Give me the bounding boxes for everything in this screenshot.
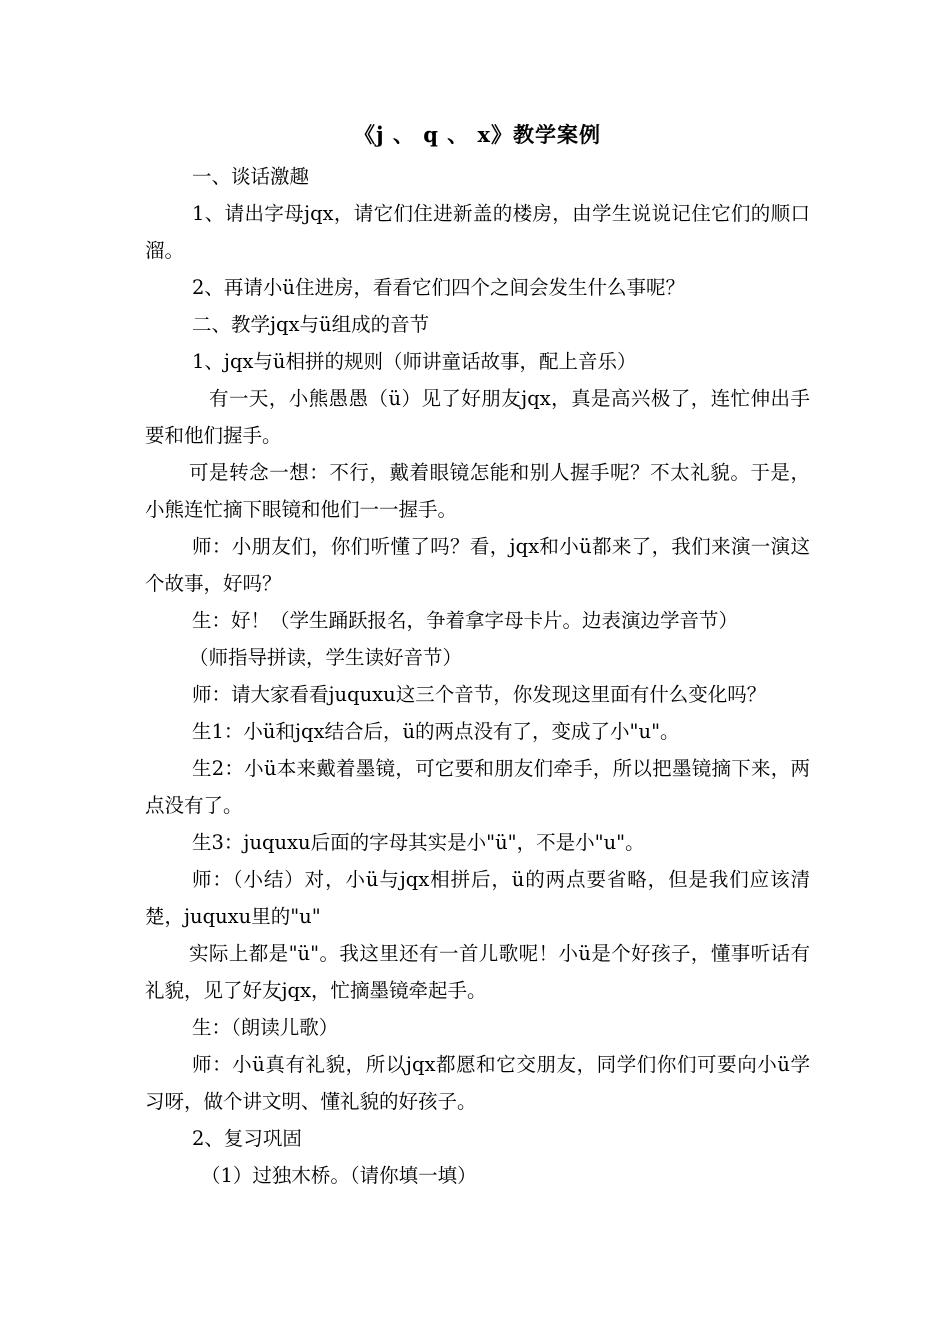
paragraph: 师：小ü真有礼貌，所以jqx都愿和它交朋友，同学们你们可要向小ü学习呀，做个讲文明、懂礼貌的好孩子。 (145, 1053, 810, 1113)
section-heading: 一、谈话激趣 (192, 165, 310, 188)
document-title: 《j 、 q 、 x》教学案例 (353, 122, 602, 147)
paragraph: 生3：juquxu后面的字母其实是小"ü"，不是小"u"。 (192, 831, 645, 854)
paragraph: 生1：小ü和jqx结合后，ü的两点没有了，变成了小"u"。 (192, 720, 680, 743)
subsection-heading: 1、jqx与ü相拼的规则（师讲童话故事，配上音乐） (192, 350, 637, 373)
paragraph: 有一天，小熊愚愚（ü）见了好朋友jqx，真是高兴极了，连忙伸出手要和他们握手。 (145, 387, 810, 447)
document-page (145, 116, 810, 1194)
paragraph: 师：请大家看看juquxu这三个音节，你发现这里面有什么变化吗？ (192, 683, 767, 706)
paragraph: 师：（小结）对，小ü与jqx相拼后，ü的两点要省略，但是我们应该清楚，juquxu里的"u" (145, 868, 810, 928)
paragraph: 可是转念一想：不行，戴着眼镜怎能和别人握手呢？不太礼貌。于是，小熊连忙摘下眼镜和他们一一握手。 (145, 461, 810, 521)
paragraph: 1、请出字母jqx，请它们住进新盖的楼房，由学生说说记住它们的顺口溜。 (145, 202, 810, 262)
subsection-heading: 2、复习巩固 (192, 1127, 302, 1150)
paragraph: 生：（朗读儿歌） (192, 1016, 339, 1039)
paragraph: 师：小朋友们，你们听懂了吗？看，jqx和小ü都来了，我们来演一演这个故事，好吗？ (145, 535, 810, 595)
paragraph: （师指导拼读，学生读好音节） (189, 646, 463, 669)
section-heading: 二、教学jqx与ü组成的音节 (192, 313, 430, 336)
paragraph: 生2：小ü本来戴着墨镜，可它要和朋友们牵手，所以把墨镜摘下来，两点没有了。 (145, 757, 810, 817)
paragraph: 2、再请小ü住进房，看看它们四个之间会发生什么事呢？ (192, 276, 685, 299)
paragraph: （1）过独木桥。（请你填一填） (201, 1164, 477, 1187)
paragraph: 实际上都是"ü"。我这里还有一首儿歌呢！小ü是个好孩子，懂事听话有礼貌，见了好友jqx，忙摘墨镜牵起手。 (145, 942, 810, 1002)
paragraph: 生：好！（学生踊跃报名，争着拿字母卡片。边表演边学音节） (192, 609, 739, 632)
